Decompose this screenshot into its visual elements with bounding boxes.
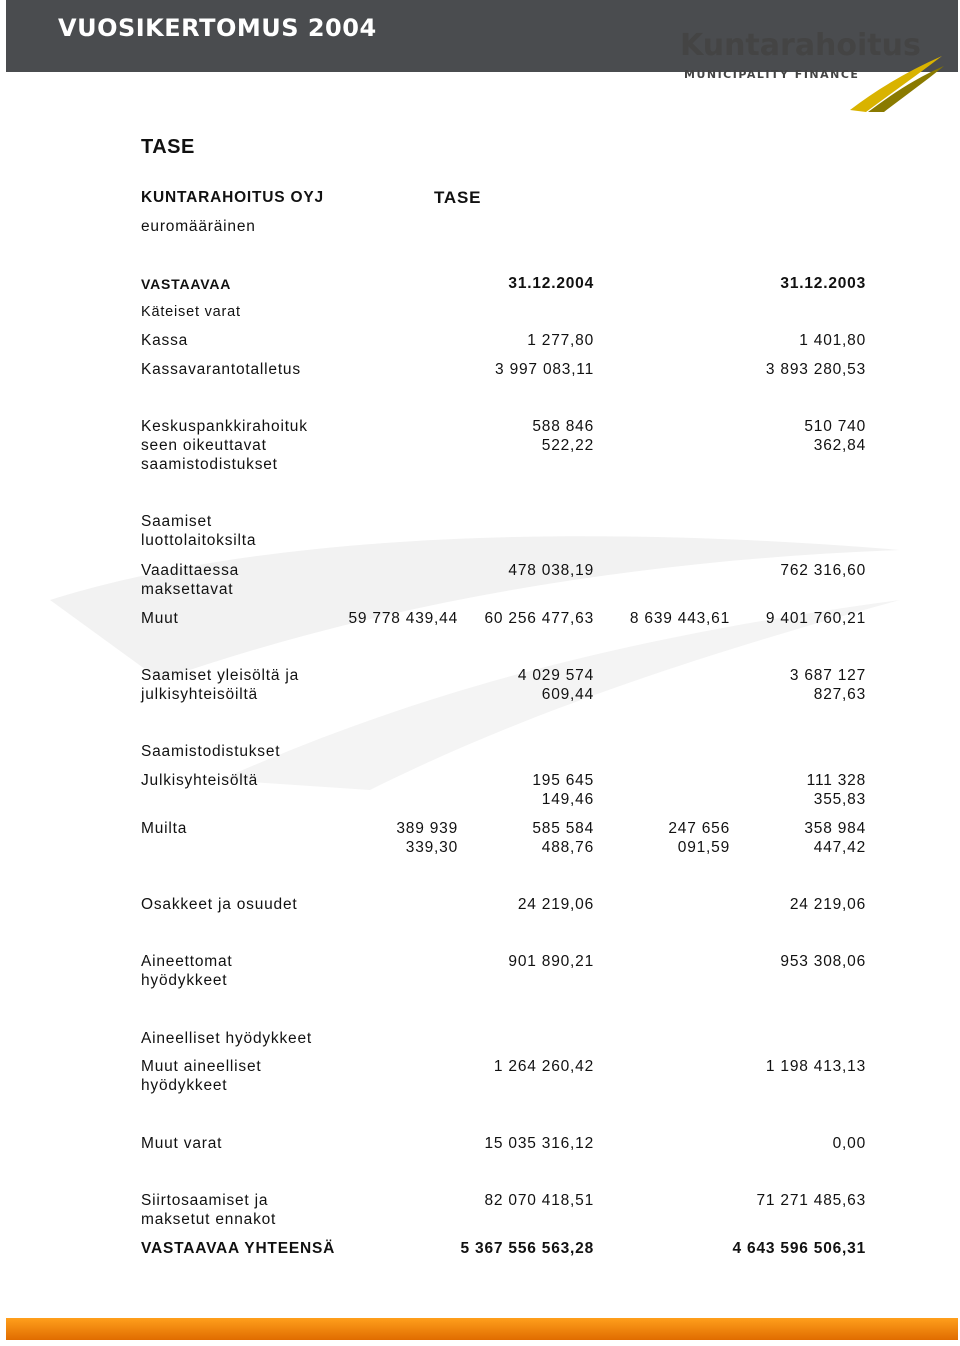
value-2003: 355,83 (813, 791, 866, 808)
row-label: Muut varat (141, 1135, 223, 1152)
section-heading: VASTAAVAA (141, 276, 232, 292)
row-label: Käteiset varat (141, 304, 241, 320)
row-label: Aineettomat (141, 953, 233, 970)
row-label: Osakkeet ja osuudet (141, 896, 298, 913)
row-label: maksettavat (141, 581, 234, 598)
row-label: Saamistodistukset (141, 743, 281, 760)
value-2004: 1 277,80 (527, 332, 594, 349)
value-2003: 827,63 (813, 686, 866, 703)
value-2003: 762 316,60 (780, 562, 866, 579)
value-2003: 24 219,06 (789, 896, 866, 913)
value-2003: 362,84 (813, 437, 866, 454)
unit-label: euromääräinen (141, 218, 256, 235)
row-label: Aineelliset hyödykkeet (141, 1030, 312, 1047)
value-2003: 3 893 280,53 (765, 361, 866, 378)
row-label: Keskuspankkirahoituk (141, 418, 308, 435)
value-2004: 588 846 (532, 418, 594, 435)
row-label: hyödykkeet (141, 1077, 228, 1094)
value-2004: 488,76 (541, 839, 594, 856)
value-2004: 585 584 (532, 820, 594, 837)
row-label: Siirtosaamiset ja (141, 1192, 269, 1209)
subvalue-2003: 8 639 443,61 (629, 610, 730, 627)
value-2003: 953 308,06 (780, 953, 866, 970)
statement-name: TASE (434, 188, 482, 207)
value-2003: 1 401,80 (799, 332, 866, 349)
logo-name: Kuntarahoitus (680, 28, 921, 63)
value-2003: 9 401 760,21 (765, 610, 866, 627)
subvalue-2003: 247 656 (668, 820, 730, 837)
row-label: Muut (141, 610, 179, 627)
value-2004: 195 645 (532, 772, 594, 789)
row-label: hyödykkeet (141, 972, 228, 989)
row-label: seen oikeuttavat (141, 437, 267, 454)
total-2003: 4 643 596 506,31 (732, 1240, 866, 1257)
row-label: Kassa (141, 332, 189, 349)
value-2003: 71 271 485,63 (756, 1192, 866, 1209)
value-2004: 15 035 316,12 (484, 1135, 594, 1152)
value-2004: 82 070 418,51 (484, 1192, 594, 1209)
row-label: saamistodistukset (141, 456, 278, 473)
row-label: Saamiset (141, 513, 213, 530)
document-title: TASE (141, 136, 195, 158)
value-2004: 60 256 477,63 (484, 610, 594, 627)
row-label: luottolaitoksilta (141, 532, 257, 549)
value-2004: 149,46 (541, 791, 594, 808)
value-2003: 1 198 413,13 (765, 1058, 866, 1075)
subvalue-2004: 339,30 (405, 839, 458, 856)
value-2003: 510 740 (804, 418, 866, 435)
row-label: Julkisyhteisöltä (141, 772, 259, 789)
row-label: Muilta (141, 820, 188, 837)
value-2003: 3 687 127 (789, 667, 866, 684)
row-label: Vaadittaessa (141, 562, 240, 579)
column-header-2003: 31.12.2003 (780, 275, 866, 292)
value-2004: 478 038,19 (508, 562, 594, 579)
row-label: Saamiset yleisöltä ja (141, 667, 300, 684)
value-2004: 1 264 260,42 (493, 1058, 594, 1075)
company-logo (680, 28, 950, 112)
total-2004: 5 367 556 563,28 (460, 1240, 594, 1257)
value-2004: 609,44 (541, 686, 594, 703)
subvalue-2003: 091,59 (677, 839, 730, 856)
company-name: KUNTARAHOITUS OYJ (141, 189, 324, 206)
value-2003: 358 984 (804, 820, 866, 837)
row-label: Kassavarantotalletus (141, 361, 301, 378)
value-2004: 24 219,06 (517, 896, 594, 913)
logo-subtitle: MUNICIPALITY FINANCE (684, 68, 860, 81)
value-2004: 4 029 574 (517, 667, 594, 684)
column-header-2004: 31.12.2004 (508, 275, 594, 292)
value-2004: 3 997 083,11 (495, 361, 594, 378)
footer-band (6, 1318, 958, 1340)
value-2004: 522,22 (541, 437, 594, 454)
value-2003: 111 328 (806, 772, 866, 789)
report-title: VUOSIKERTOMUS 2004 (58, 14, 377, 42)
value-2003: 447,42 (813, 839, 866, 856)
logo-swoosh-icon (846, 50, 946, 114)
value-2003: 0,00 (832, 1135, 866, 1152)
total-label: VASTAAVAA YHTEENSÄ (141, 1240, 336, 1257)
subvalue-2004: 59 778 439,44 (348, 610, 458, 627)
row-label: Muut aineelliset (141, 1058, 262, 1075)
value-2004: 901 890,21 (508, 953, 594, 970)
row-label: maksetut ennakot (141, 1211, 277, 1228)
subvalue-2004: 389 939 (396, 820, 458, 837)
row-label: julkisyhteisöiltä (141, 686, 258, 703)
